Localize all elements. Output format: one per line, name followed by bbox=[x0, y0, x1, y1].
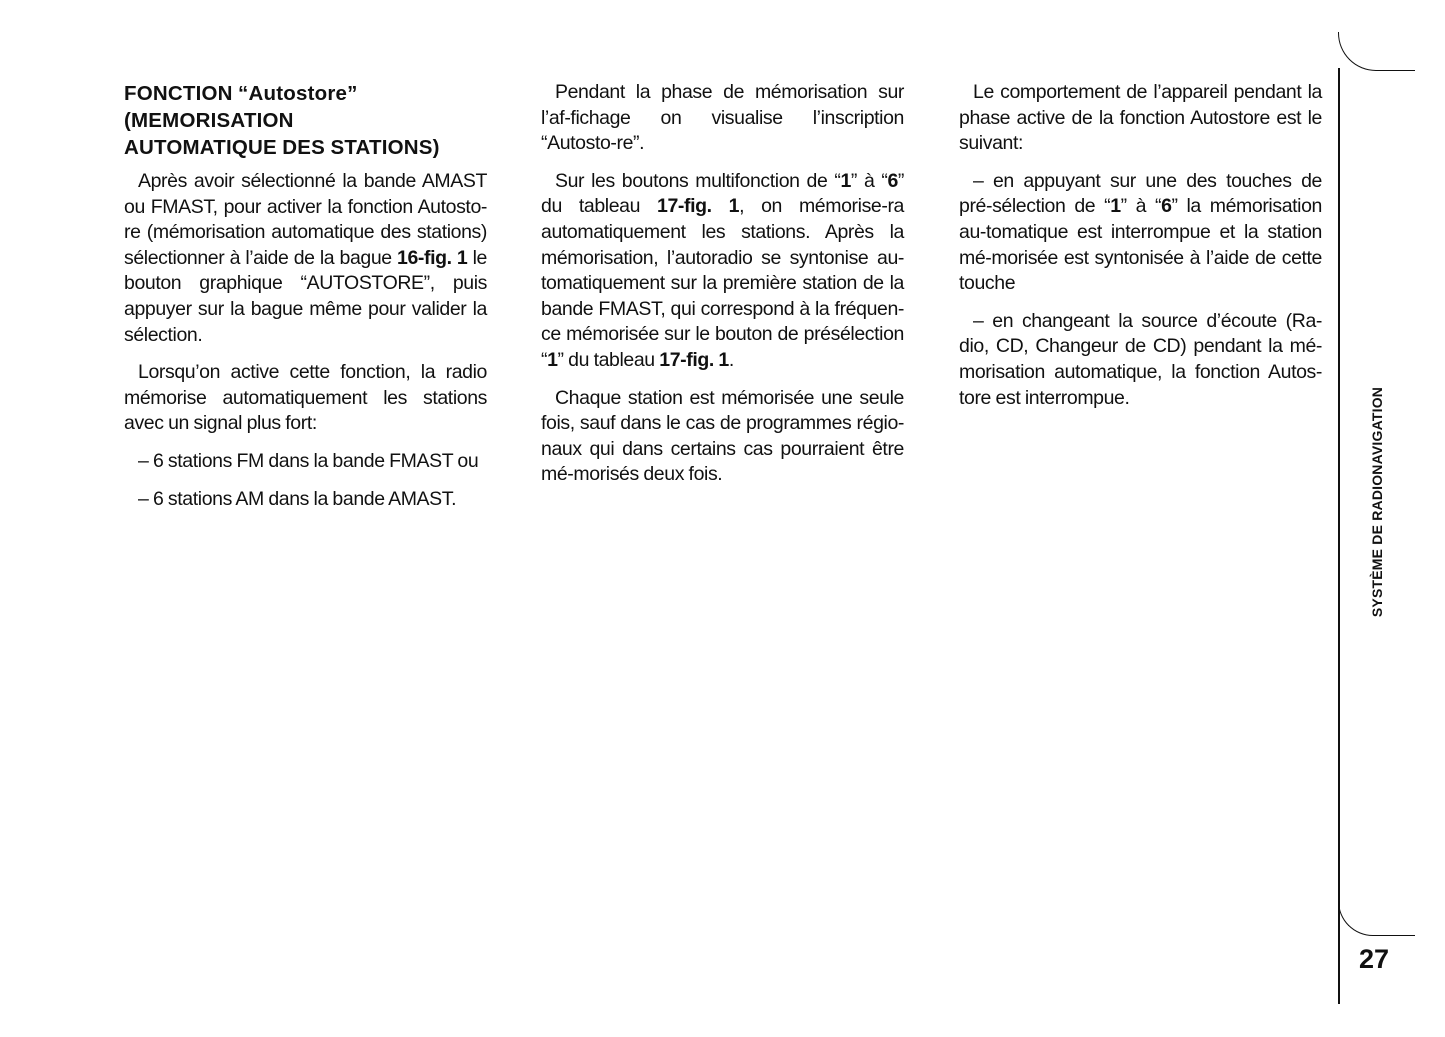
key-label: 6 bbox=[1161, 195, 1172, 218]
margin-frame-tail bbox=[1338, 934, 1340, 1004]
column-1 bbox=[124, 80, 487, 524]
figure-reference: 16-fig. 1 bbox=[397, 246, 468, 269]
text-segment: Après avoir sélectionné la bande AMAST ou FMAST, pour activer la fonction Autosto-re (mémorisation automatique des stations) sélectionner à l’aide de la bague bbox=[124, 170, 487, 269]
section-heading bbox=[124, 80, 487, 161]
text-segment: le bouton graphique “AUTOSTORE”, puis appuyer sur la bague même pour valider la sélection. bbox=[124, 246, 487, 346]
list-item-am: – 6 stations AM dans la bande AMAST. bbox=[138, 487, 457, 510]
heading-line-2: (MEMORISATION bbox=[124, 109, 294, 132]
section-title-vertical: SYSTÈME DE RADIONAVIGATION bbox=[1369, 386, 1385, 618]
paragraph-behaviour: Le comportement de l’appareil pendant la phase active de la fonction Autostore est le suivant: bbox=[959, 81, 1322, 155]
figure-reference: 17-fig. 1 bbox=[657, 195, 740, 218]
heading-line-3: AUTOMATIQUE DES STATIONS) bbox=[124, 136, 440, 159]
column-3 bbox=[959, 80, 1322, 423]
key-label: 1 bbox=[547, 348, 558, 371]
key-label: 1 bbox=[1110, 195, 1121, 218]
figure-reference: 17-fig. 1 bbox=[659, 348, 729, 371]
text-segment: ” la mémorisation au-tomatique est interrompue et la station mé-morisée est syntonisée à l’aide de cette touche bbox=[959, 195, 1322, 295]
text-segment: – en appuyant sur une des touches de pré-sélection de “ bbox=[959, 169, 1322, 218]
text-segment: , on mémorise-ra automatiquement les stations. Après la mémorisation, l’autoradio se syntonise au-tomatiquement sur la première station de la bande FMAST, qui correspond à la fréquen-ce mémorisée sur le bouton de présélection “ bbox=[541, 195, 904, 371]
text-segment: ” à “ bbox=[850, 169, 888, 192]
margin-frame-top bbox=[1338, 32, 1415, 71]
paragraph-display-message: Pendant la phase de mémorisation sur l’af-fichage on visualise l’inscription “Autosto-re”. bbox=[541, 81, 904, 155]
key-label: 1 bbox=[840, 169, 851, 192]
column-2 bbox=[541, 80, 904, 500]
text-segment: ” du tableau bbox=[557, 348, 660, 371]
margin-frame-bottom bbox=[1338, 900, 1415, 936]
page-number: 27 bbox=[1358, 944, 1390, 974]
paragraph-preset-interrupt bbox=[959, 169, 1322, 297]
text-segment: Sur les boutons multifonction de “ bbox=[555, 169, 841, 192]
text-segment: . bbox=[728, 348, 734, 371]
paragraph-multifunction-buttons bbox=[541, 169, 904, 374]
text-segment: ” à “ bbox=[1120, 195, 1162, 218]
margin-frame-line bbox=[1338, 68, 1340, 936]
key-label: 6 bbox=[887, 169, 898, 192]
paragraph-autostore-activation bbox=[124, 169, 487, 348]
heading-line-1: FONCTION “Autostore” bbox=[124, 82, 358, 105]
text-segment: ” du tableau bbox=[541, 169, 904, 218]
paragraph-station-once: Chaque station est mémorisée une seule fois, sauf dans le cas de programmes régio-naux qui dans certains cas pourraient être mé-morisés deux fois. bbox=[541, 386, 904, 486]
paragraph-strongest-stations: Lorsqu’on active cette fonction, la radio mémorise automatiquement les stations avec un signal plus fort: bbox=[124, 361, 487, 435]
paragraph-source-interrupt: – en changeant la source d’écoute (Ra-dio, CD, Changeur de CD) pendant la mé-morisation automatique, la fonction Autos-tore est interrompue. bbox=[959, 309, 1322, 409]
list-item-fm: – 6 stations FM dans la bande FMAST ou bbox=[138, 449, 479, 472]
